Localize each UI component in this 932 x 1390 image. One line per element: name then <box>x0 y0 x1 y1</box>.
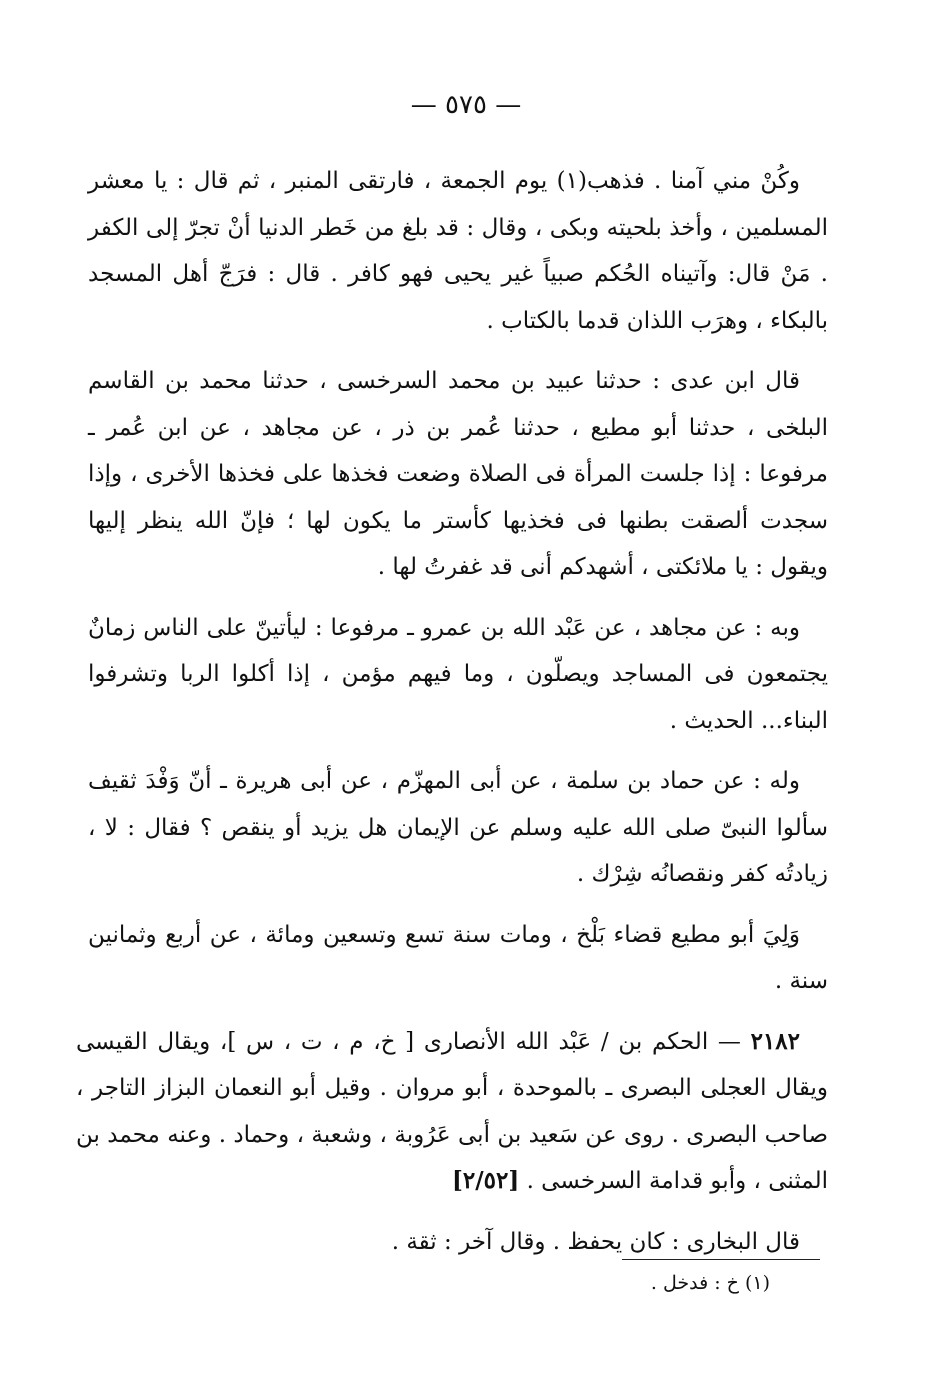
paragraph: قال ابن عدى : حدثنا عبيد بن محمد السرخسى ، حدثنا محمد بن القاسم البلخى ، حدثنا أبو مطيع ، حدثنا عُمر بن ذر ، عن مجاهد ، عن ابن عُمر ـ مرفوعا : إذا جلست المرأة فى الصلاة وضعت فخذها على فخذها الأخرى ، وإذا سجدت ألصقت بطنها فى فخذيها كأستر ما يكون لها ؛ فإنّ الله ينظر إليها ويقول : يا ملائكتى ، أشهدكم أنى قد غفرتُ لها . <box>88 368 828 580</box>
footnote-divider <box>622 1259 820 1260</box>
main-text <box>76 158 828 1279</box>
paragraph: وَلِيَ أبو مطيع قضاء بَلْخ ، ومات سنة تسع وتسعين ومائة ، عن أربع وثمانين سنة . <box>88 921 828 994</box>
source-page-marker: [٢/٥٢] <box>452 1167 520 1194</box>
entry-number: ٢١٨٢ <box>750 1027 800 1055</box>
paragraph: وكُنْ مني آمنا . فذهب(١) يوم الجمعة ، فارتقى المنبر ، ثم قال : يا معشر المسلمين ، وأخذ بلحيته وبكى ، وقال : قد بلغ من خَطر الدنيا أنْ تجرّ إلى الكفر . مَنْ قال: وآتيناه الحُكم صبياً غير يحيى فهو كافر . قال : فرَجّ أهل المسجد بالبكاء ، وهرَب اللذان قدما بالكتاب . <box>88 168 828 334</box>
paragraph: قال البخارى : كان يحفظ . وقال آخر : ثقة . <box>391 1228 800 1255</box>
paragraph: وله : عن حماد بن سلمة ، عن أبى المهزّم ، عن أبى هريرة ـ أنّ وَفْدَ ثقيف سألوا النبىّ صلى الله عليه وسلم عن الإيمان هل يزيد أو ينقص ؟ فقال : لا ، زيادتُه كفر ونقصانُه شِرْك . <box>88 768 828 887</box>
paragraph: وبه : عن مجاهد ، عن عَبْد الله بن عمرو ـ مرفوعا : ليأتينّ على الناس زمانٌ يجتمعون فى المساجد ويصلّون ، وما فيهم مؤمن ، إذا أكلوا الربا وتشرفوا البناء... الحديث . <box>88 614 828 734</box>
footnote: (١) خ : فدخل . <box>650 1272 770 1294</box>
page-number: — ٥٧٥ — <box>410 90 522 120</box>
biography-entry <box>76 1019 828 1205</box>
entry-text: — الحكم بن / عَبْد الله الأنصارى [ خ، م ، ت ، س ]، ويقال القيسى ويقال العجلى البصرى ـ بالموحدة ، أبو مروان . وقيل أبو النعمان البزاز التاجر ، صاحب البصرى . روى عن سَعيد بن أبى عَرُوبة ، وشعبة ، وحماد . وعنه محمد بن المثنى ، وأبو قدامة السرخسى . <box>76 1028 828 1194</box>
